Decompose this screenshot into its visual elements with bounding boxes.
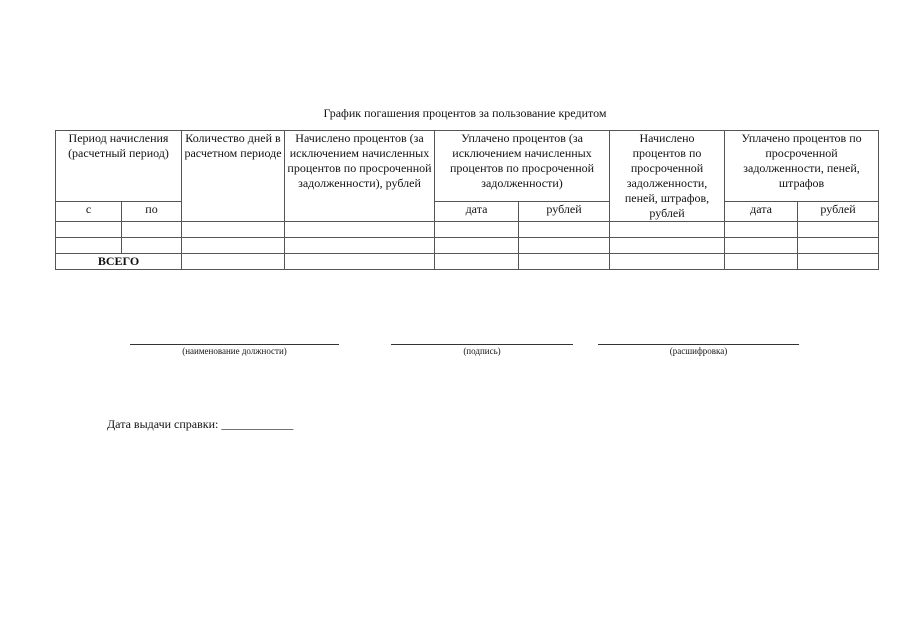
- document-title: График погашения процентов за пользование кредитом: [323, 106, 607, 120]
- interest-schedule-table: [55, 130, 879, 270]
- table-cell[interactable]: [122, 222, 182, 238]
- header-overdue-paid-date: дата: [725, 202, 798, 222]
- table-cell[interactable]: [435, 222, 519, 238]
- table-cell[interactable]: [725, 222, 798, 238]
- table-cell[interactable]: [798, 254, 879, 270]
- table-cell[interactable]: [725, 238, 798, 254]
- table-cell[interactable]: [798, 222, 879, 238]
- total-label: ВСЕГО: [56, 254, 182, 270]
- table-cell[interactable]: [435, 254, 519, 270]
- table-cell[interactable]: [610, 238, 725, 254]
- header-period-from: с: [56, 202, 122, 222]
- table-cell[interactable]: [285, 254, 435, 270]
- decoding-caption: (расшифровка): [669, 346, 728, 356]
- table-cell[interactable]: [519, 238, 610, 254]
- issue-date-field: Дата выдачи справки: ____________: [107, 417, 294, 431]
- table-cell[interactable]: [182, 254, 285, 270]
- table-cell[interactable]: [56, 222, 122, 238]
- total-row: [56, 254, 879, 270]
- table-cell[interactable]: [610, 254, 725, 270]
- decoding-signature-line[interactable]: [598, 344, 799, 345]
- table-cell[interactable]: [56, 238, 122, 254]
- header-days: Количество дней в расчетном периоде: [182, 131, 285, 222]
- header-overdue-accrued: Начислено процентов по просроченной задолженности, пеней, штрафов, рублей: [610, 131, 725, 222]
- signature-line[interactable]: [391, 344, 573, 345]
- header-accrued: Начислено процентов (за исключением начисленных процентов по просроченной задолженности), рублей: [285, 131, 435, 222]
- header-paid: Уплачено процентов (за исключением начисленных процентов по просроченной задолженности): [435, 131, 610, 202]
- table-cell[interactable]: [182, 238, 285, 254]
- table-row: [56, 222, 879, 238]
- position-caption: (наименование должности): [182, 346, 287, 356]
- table-cell[interactable]: [285, 238, 435, 254]
- table-cell[interactable]: [725, 254, 798, 270]
- signature-caption: (подпись): [463, 346, 501, 356]
- header-paid-date: дата: [435, 202, 519, 222]
- table-cell[interactable]: [122, 238, 182, 254]
- table-cell[interactable]: [182, 222, 285, 238]
- table-cell[interactable]: [610, 222, 725, 238]
- header-overdue-paid-rub: рублей: [798, 202, 879, 222]
- header-period: Период начисления (расчетный период): [56, 131, 182, 202]
- header-period-to: по: [122, 202, 182, 222]
- header-overdue-paid: Уплачено процентов по просроченной задолженности, пеней, штрафов: [725, 131, 879, 202]
- table-cell[interactable]: [519, 222, 610, 238]
- position-signature-line[interactable]: [130, 344, 339, 345]
- table-cell[interactable]: [519, 254, 610, 270]
- header-paid-rub: рублей: [519, 202, 610, 222]
- table-cell[interactable]: [285, 222, 435, 238]
- table-cell[interactable]: [798, 238, 879, 254]
- table-cell[interactable]: [435, 238, 519, 254]
- table-row: [56, 238, 879, 254]
